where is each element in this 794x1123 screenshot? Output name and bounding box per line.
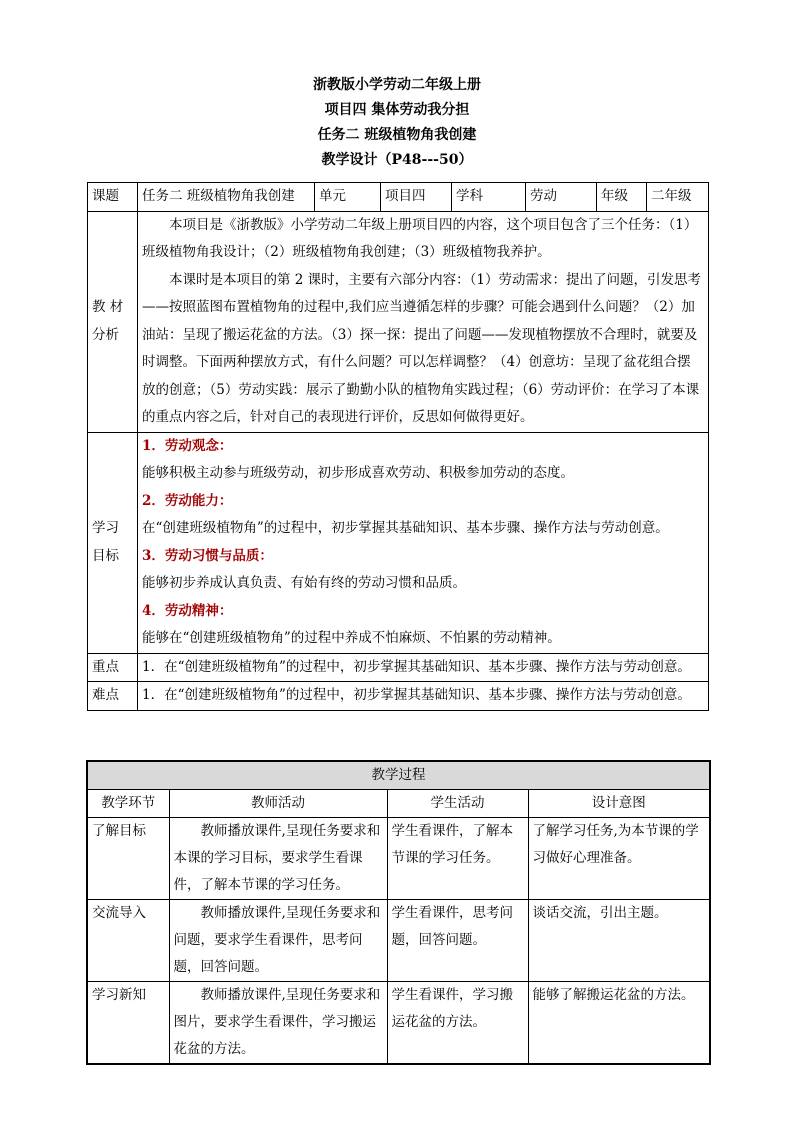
analysis-paragraph-2: 本课时是本项目的第 2 课时，主要有六部分内容：（1）劳动需求：提出了问题，引发思考——按照蓝图布置植物角的过程中,我们应当遵循怎样的步骤？可能会遇到什么问题？（2）加油站：呈现了搬运花盆的方法。（3）探一探：提出了问题——发现植物摆放不合理时，就要及时调整。下面两种摆放方式，有什么问题？可以怎样调整？（4）创意坊：呈现了盆花组合摆放的创意；（5）劳动实践：展示了勤勤小队的植物角实践过程；（6）劳动评价：在学习了本课的重点内容之后，针对自己的表现进行评价，反思如何做得更好。 (142, 271, 702, 425)
analysis-label-line1: 教 材 (92, 299, 124, 315)
column-header-student: 学生活动 (387, 790, 528, 818)
unit-value: 项目四 (381, 183, 452, 212)
table-row (87, 900, 710, 982)
analysis-paragraph-1: 本项目是《浙教版》小学劳动二年级上册项目四的内容，这个项目包含了三个任务：（1）班级植物角我设计；（2）班级植物角我创建；（3）班级植物我养护。 (142, 216, 698, 260)
lesson-info-table (87, 182, 709, 711)
design-intent-cell: 了解学习任务,为本节课的学习做好心理准备。 (528, 818, 710, 900)
table-row (87, 818, 710, 900)
goal-heading-habit: 3．劳动习惯与品质： (142, 547, 273, 564)
column-header-intent: 设计意图 (528, 790, 710, 818)
difficulty-content: 1．在“创建班级植物角”的过程中，初步掌握其基础知识、基本步骤、操作方法与劳动创意。 (138, 682, 709, 711)
key-point-label: 重点 (88, 653, 138, 682)
student-activity-cell: 学生看课件，学习搬运花盆的方法。 (387, 982, 528, 1065)
title-textbook: 浙教版小学劳动二年级上册 (313, 77, 481, 93)
document-title-block (0, 73, 794, 173)
stage-cell: 学习新知 (87, 982, 169, 1065)
goals-row (88, 432, 709, 653)
process-header-row (87, 790, 710, 818)
goal-text-ability: 在“创建班级植物角”的过程中，初步掌握其基础知识、基本步骤、操作方法与劳动创意。 (142, 520, 669, 536)
column-header-teacher: 教师活动 (169, 790, 387, 818)
difficulty-row (88, 682, 709, 711)
analysis-label-line2: 分析 (92, 326, 119, 343)
goal-text-spirit: 能够在“创建班级植物角”的过程中养成不怕麻烦、不怕累的劳动精神。 (142, 630, 561, 646)
teaching-process-table (86, 760, 711, 1065)
column-header-stage: 教学环节 (87, 790, 169, 818)
goals-label-line1: 学习 (92, 520, 119, 536)
title-task: 任务二 班级植物角我创建 (317, 127, 477, 143)
goals-content (138, 432, 709, 653)
goal-heading-ability: 2．劳动能力： (142, 492, 233, 509)
design-intent-cell: 谈话交流，引出主题。 (528, 900, 710, 982)
header-row (88, 183, 709, 212)
key-point-row (88, 653, 709, 682)
grade-label: 年级 (597, 183, 647, 212)
goal-heading-concept: 1．劳动观念： (142, 437, 233, 454)
student-activity-cell: 学生看课件，思考问题，回答问题。 (387, 900, 528, 982)
stage-cell: 交流导入 (87, 900, 169, 982)
title-project: 项目四 集体劳动我分担 (324, 102, 470, 118)
teacher-activity-cell: 教师播放课件,呈现任务要求和问题，要求学生看课件，思考问题，回答问题。 (169, 900, 387, 982)
teacher-activity-cell: 教师播放课件,呈现任务要求和图片，要求学生看课件，学习搬运花盆的方法。 (169, 982, 387, 1065)
process-banner: 教学过程 (87, 761, 710, 790)
analysis-content (138, 211, 709, 432)
goal-heading-spirit: 4．劳动精神： (142, 602, 233, 619)
difficulty-label: 难点 (88, 682, 138, 711)
subject-value: 劳动 (526, 183, 597, 212)
grade-value: 二年级 (647, 183, 709, 212)
unit-label: 单元 (315, 183, 381, 212)
goals-label (88, 432, 138, 653)
subject-label: 学科 (452, 183, 526, 212)
design-intent-cell: 能够了解搬运花盆的方法。 (528, 982, 710, 1065)
title-design: 教学设计（P48---50） (321, 152, 473, 168)
goals-label-line2: 目标 (92, 547, 119, 564)
stage-cell: 了解目标 (87, 818, 169, 900)
topic-label: 课题 (88, 183, 138, 212)
table-row (87, 982, 710, 1065)
process-banner-row (87, 761, 710, 790)
topic-value: 任务二 班级植物角我创建 (138, 183, 315, 212)
teacher-activity-cell: 教师播放课件,呈现任务要求和本课的学习目标，要求学生看课件，了解本节课的学习任务。 (169, 818, 387, 900)
analysis-row (88, 211, 709, 432)
key-point-content: 1．在“创建班级植物角”的过程中，初步掌握其基础知识、基本步骤、操作方法与劳动创意。 (138, 653, 709, 682)
student-activity-cell: 学生看课件，了解本节课的学习任务。 (387, 818, 528, 900)
goal-text-habit: 能够初步养成认真负责、有始有终的劳动习惯和品质。 (142, 575, 466, 591)
analysis-label (88, 211, 138, 432)
goal-text-concept: 能够积极主动参与班级劳动，初步形成喜欢劳动、积极参加劳动的态度。 (142, 465, 574, 481)
